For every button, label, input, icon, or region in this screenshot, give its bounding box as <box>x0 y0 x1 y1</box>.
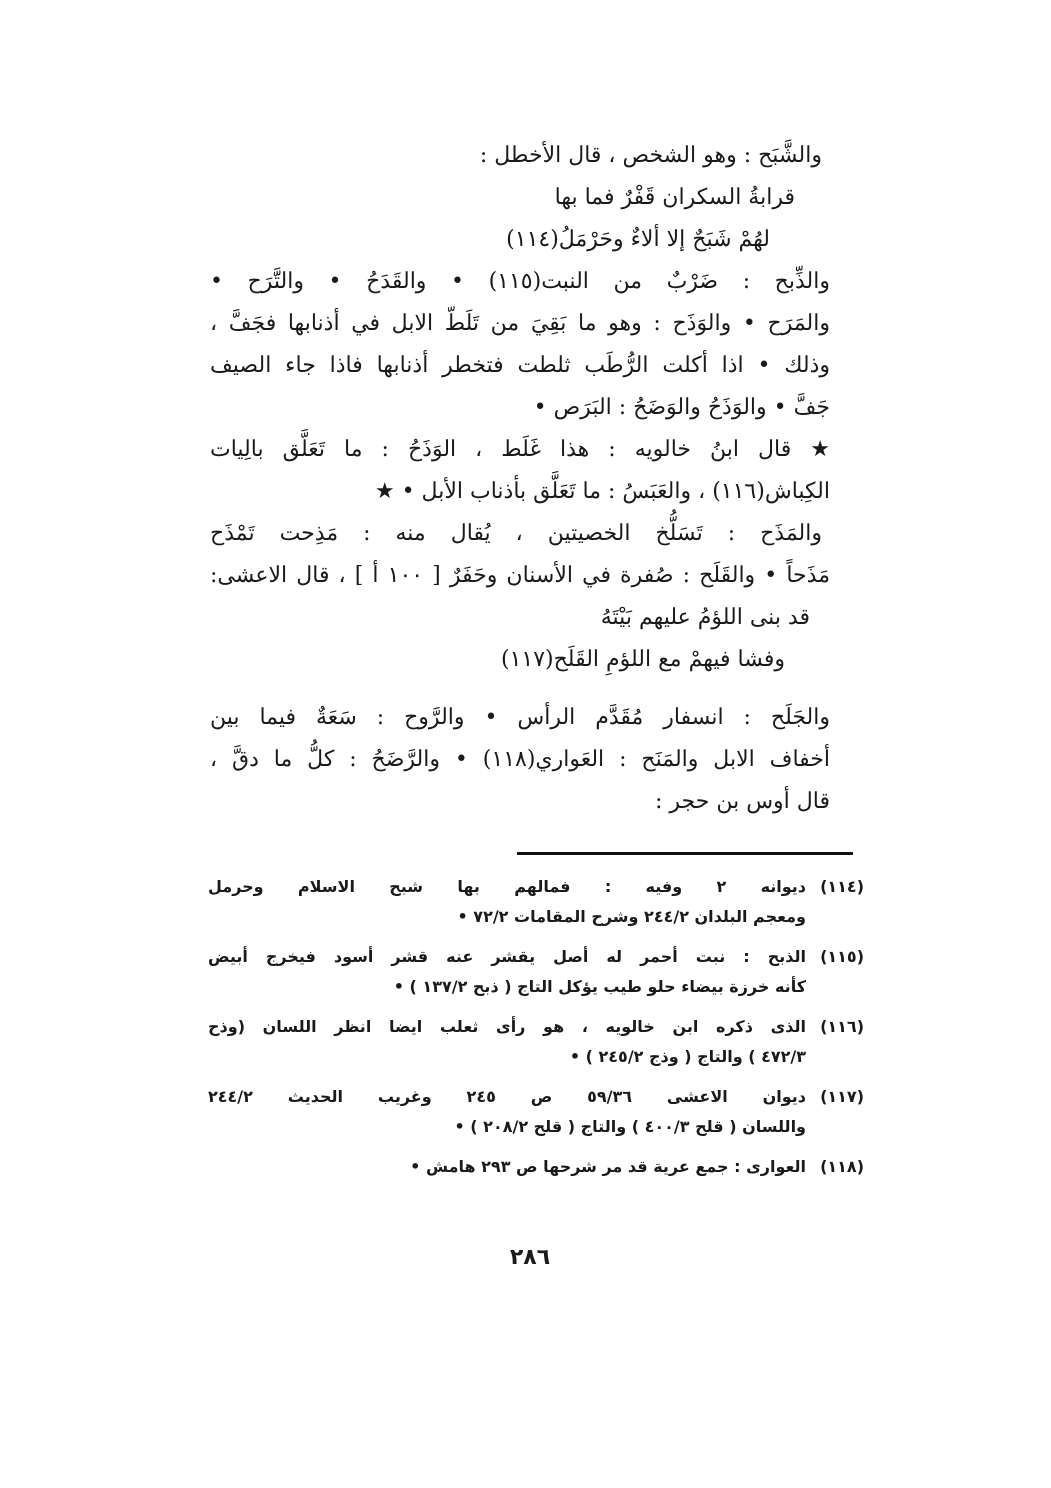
footnote <box>208 1012 864 1072</box>
footnote-line: الذى ذكره ابن خالويه ، هو رأى ثعلب ايضا انظر اللسان (وذح <box>208 1017 806 1036</box>
footnote <box>208 1082 864 1142</box>
footnote-line: كأنه خرزة بيضاء حلو طيب يؤكل التاج ( ذبح ١٣٧/٢ ) • <box>393 977 806 996</box>
main-text <box>210 135 830 823</box>
footnote-text <box>208 872 806 932</box>
footnote-line: ديوانه ٢ وفيه : فمالهم بها شبح الاسلام وحرمل <box>208 877 807 896</box>
footnote-text <box>208 1012 806 1072</box>
footnote-line: العوارى : جمع عرية قد مر شرحها ص ٢٩٣ هامش • <box>410 1157 806 1176</box>
footnote-text <box>208 1152 806 1182</box>
footnote-number: (١١٧) <box>820 1087 864 1106</box>
text-line: وذلك • اذا أكلت الرُّطَب ثلطت فتخطر أذنابها فاذا جاء الصيف <box>210 353 830 378</box>
text-line: والمَذَح : تَسَلُّخ الخصيتين ، يُقال منه : مَذِحت تَمْذَح <box>210 521 822 546</box>
text-line: أخفاف الابل والمَنَح : العَواري(١١٨) • والرَّضَحُ : كلُّ ما دقَّ ، <box>210 747 830 772</box>
footnote-text <box>208 1082 806 1142</box>
spacer <box>210 681 830 697</box>
text-line: والشَّبَح : وهو الشخص ، قال الأخطل : <box>479 143 822 168</box>
text-line: ★ قال ابنُ خالويه : هذا غَلَط ، الوَذَحُ : ما تَعَلَّق بالِيات <box>210 437 830 462</box>
text-line: جَفَّ • والوَذَحُ والوَضَحُ : البَرَص • <box>533 395 830 420</box>
footnote-number: (١١٨) <box>820 1157 864 1176</box>
footnote-number: (١١٤) <box>820 877 864 896</box>
text-line: والذِّبح : ضَرْبٌ من النبت(١١٥) • والقَدَحُ • والتَّرَح • <box>210 269 830 294</box>
footnote <box>208 942 864 1002</box>
text-line: قال أوس بن حجر : <box>655 789 830 814</box>
footnote-line: ديوان الاعشى ٥٩/٣٦ ص ٢٤٥ وغريب الحديث ٢٤٤/٢ <box>208 1087 806 1106</box>
footnote-line: واللسان ( قلح ٤٠٠/٣ ) والتاج ( قلح ٢٠٨/٢ ) • <box>454 1117 806 1136</box>
verse-line: قد بنى اللؤمُ عليهم بَيْتَهُ <box>600 605 810 630</box>
footnote-line: ومعجم البلدان ٢٤٤/٢ وشرح المقامات ٧٢/٢ • <box>457 907 806 926</box>
text-line: والمَرَح • والوَذَح : وهو ما بَقِيَ من تَلَطّ الابل في أذنابها فجَفَّ ، <box>210 311 830 336</box>
text-line: الكِباش(١١٦) ، والعَبَسُ : ما تَعَلَّق بأذناب الأبل • ★ <box>374 479 830 504</box>
footnote-divider <box>517 852 853 855</box>
footnotes <box>208 872 864 1192</box>
verse-line: قرابةُ السكران قَفْرٌ فما بها <box>554 185 795 210</box>
footnote-line: الذبح : نبت أحمر له أصل يقشر عنه قشر أسود فيخرج أبيض <box>208 947 806 966</box>
footnote <box>208 872 864 932</box>
footnote-line: ٤٧٢/٣ ) والتاج ( وذج ٢٤٥/٢ ) • <box>569 1047 806 1066</box>
footnote-number: (١١٥) <box>820 947 864 966</box>
footnote <box>208 1152 864 1182</box>
verse-line: وفشا فيهمْ مع اللؤمِ القَلَح(١١٧) <box>500 647 785 672</box>
footnote-number: (١١٦) <box>820 1017 864 1036</box>
text-line: والجَلَح : انسفار مُقَدَّم الرأس • والرَّوح : سَعَةٌ فيما بين <box>210 705 830 730</box>
text-line: مَذَحاً • والقَلَح : صُفرة في الأسنان وحَفَرٌ [ ١٠٠ أ ] ، قال الاعشى: <box>210 563 830 588</box>
page-number: ٢٨٦ <box>509 1245 551 1270</box>
verse-line: لهُمْ شَبَحٌ إلا ألاءٌ وحَرْمَلُ(١١٤) <box>506 227 770 252</box>
footnote-text <box>208 942 806 1002</box>
